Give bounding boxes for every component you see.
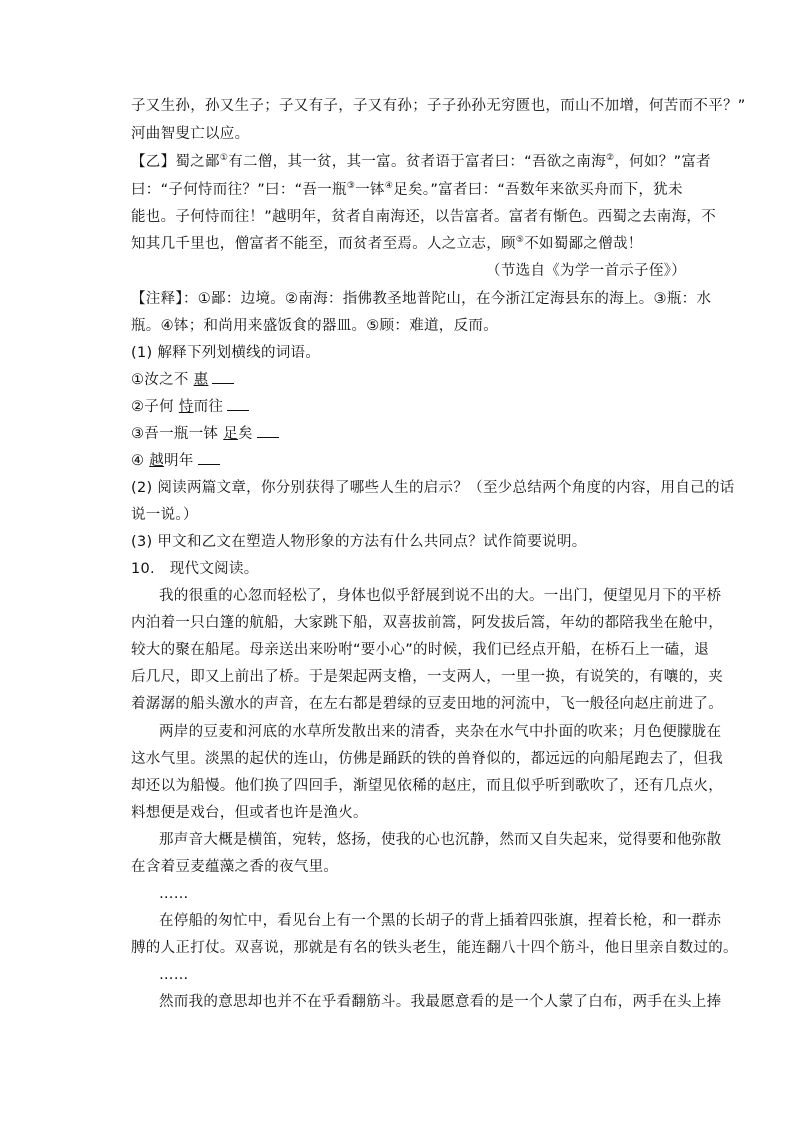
ellipsis: ……	[159, 886, 189, 902]
underlined-word: 惠	[193, 372, 209, 388]
underlined-word: 越	[149, 453, 165, 469]
note-ref: ④	[384, 181, 394, 192]
question-2-line-2: 说一说。）	[131, 507, 198, 523]
passage-line: 这水气里。淡黑的起伏的连山，仿佛是踊跃的铁的兽脊似的，都远远的向船尾跑去了，但我	[131, 751, 723, 767]
yi-text: 有二僧，其一贫，其一富。贫者语于富者曰：“吾欲之南海	[228, 154, 606, 170]
yi-text: 足矣。”富者曰：“吾数年来欲买舟而下，犹未	[393, 182, 683, 198]
yi-text: 知其几千里也，僧富者不能至，而贫者至焉。人之立志，顾	[131, 236, 516, 252]
underlined-word: 恃	[178, 399, 194, 415]
yi-text: ，何如？”富者	[614, 154, 711, 170]
note-ref: ⑤	[515, 235, 525, 246]
answer-blank[interactable]	[198, 451, 220, 465]
notes-line-1: 【注释】：①鄙：边境。②南海：指佛教圣地普陀山，在今浙江定海县东的海上。③瓶：水	[131, 291, 712, 307]
jia-tail-line-2: 河曲智叟亡以应。	[131, 126, 250, 142]
passage-line: 膊的人正打仗。双喜说，那就是有名的铁头老生，能连翻八十四个筋斗，他日里亲自数过的。	[131, 940, 738, 956]
yi-line-3: 能也。子何恃而往！”越明年，贫者自南海还，以告富者。富者有惭色。西蜀之去南海，不	[131, 209, 717, 225]
note-ref: ③	[346, 181, 356, 192]
passage-line: 后几尺，即又上前出了桥。于是架起两支橹，一支两人，一里一换，有说笑的，有嚷的，夹	[131, 669, 723, 685]
yi-line-2	[131, 180, 691, 200]
passage-line: 在含着豆麦蕴藻之香的夜气里。	[131, 859, 339, 875]
item-prefix: ①汝之不	[131, 372, 194, 388]
passage-line: 内泊着一只白篷的航船，大家跳下船，双喜拔前篙，阿发拔后篙，年幼的都陪我坐在舱中，	[131, 615, 723, 631]
question-2-line-1: (2) 阅读两篇文章，你分别获得了哪些人生的启示？（至少总结两个角度的内容，用自己的话	[131, 480, 735, 496]
passage-line: 在停船的匆忙中，看见台上有一个黑的长胡子的背上插着四张旗，捏着长枪，和一群赤	[159, 913, 722, 929]
yi-line-4	[131, 234, 691, 254]
jia-tail-line-1: 子又生孙，孙又生子；子又有子，子又有孙；子子孙孙无穷匮也，而山不加增，何苦而不平？”	[131, 98, 746, 114]
answer-blank[interactable]	[257, 424, 279, 438]
yi-text: 曰：“子何恃而往？”曰：“吾一瓶	[131, 182, 347, 198]
passage-line: 两岸的豆麦和河底的水草所发散出来的清香，夹杂在水气中扑面的吹来；月色便朦胧在	[159, 724, 722, 740]
item-suffix: 明年	[164, 453, 194, 469]
ellipsis: ……	[159, 967, 189, 983]
yi-line-1	[131, 152, 711, 172]
passage-line: 较大的聚在船尾。母亲送出来吩咐“要小心”的时候，我们已经点开船，在桥石上一磕，退	[131, 642, 710, 658]
notes-line-2: 瓶。④钵；和尚用来盛饭食的器皿。⑤顾：难道，反而。	[131, 318, 498, 334]
passage-line: 料想便是戏台，但或者也许是渔火。	[131, 805, 368, 821]
yi-text: 【乙】蜀之鄙	[131, 154, 220, 170]
source-citation: （节选自《为学一首示子侄》）	[486, 263, 686, 279]
passage-line: 然而我的意思却也并不在乎看翻筋斗。我最愿意看的是一个人蒙了白布，两手在头上捧	[159, 994, 722, 1010]
question-1-item	[131, 397, 691, 417]
question-1: (1) 解释下列划横线的词语。	[131, 345, 321, 361]
note-ref: ②	[606, 153, 615, 164]
passage-line: 却还以为船慢。他们换了四回手，渐望见依稀的赵庄，而且似乎听到歌吹了，还有几点火，	[131, 778, 723, 794]
question-1-item	[131, 451, 691, 471]
question-10-title: 10. 现代文阅读。	[131, 561, 259, 577]
item-prefix: ②子何	[131, 399, 179, 415]
question-1-item	[131, 424, 691, 444]
underlined-word: 足	[223, 426, 239, 442]
passage-line: 那声音大概是横笛，宛转，悠扬，使我的心也沉静，然而又自失起来，觉得要和他弥散	[159, 832, 722, 848]
answer-blank[interactable]	[212, 370, 234, 384]
note-ref: ①	[219, 153, 229, 164]
yi-text: 一钵	[355, 182, 385, 198]
passage-line: 我的很重的心忽而轻松了，身体也似乎舒展到说不出的大。一出门，便望见月下的平桥	[159, 588, 722, 604]
item-suffix: 而往	[193, 399, 224, 415]
answer-blank[interactable]	[227, 397, 249, 411]
question-3: (3) 甲文和乙文在塑造人物形象的方法有什么共同点？试作简要说明。	[131, 534, 587, 550]
item-prefix: ④	[131, 453, 150, 469]
yi-text: 不如蜀鄙之僧哉！	[524, 236, 643, 252]
passage-line: 着潺潺的船头激水的声音，在左右都是碧绿的豆麦田地的河流中，飞一般径向赵庄前进了。	[131, 696, 723, 712]
item-prefix: ③吾一瓶一钵	[131, 426, 224, 442]
question-1-item	[131, 370, 691, 390]
item-suffix: 矣	[238, 426, 253, 442]
